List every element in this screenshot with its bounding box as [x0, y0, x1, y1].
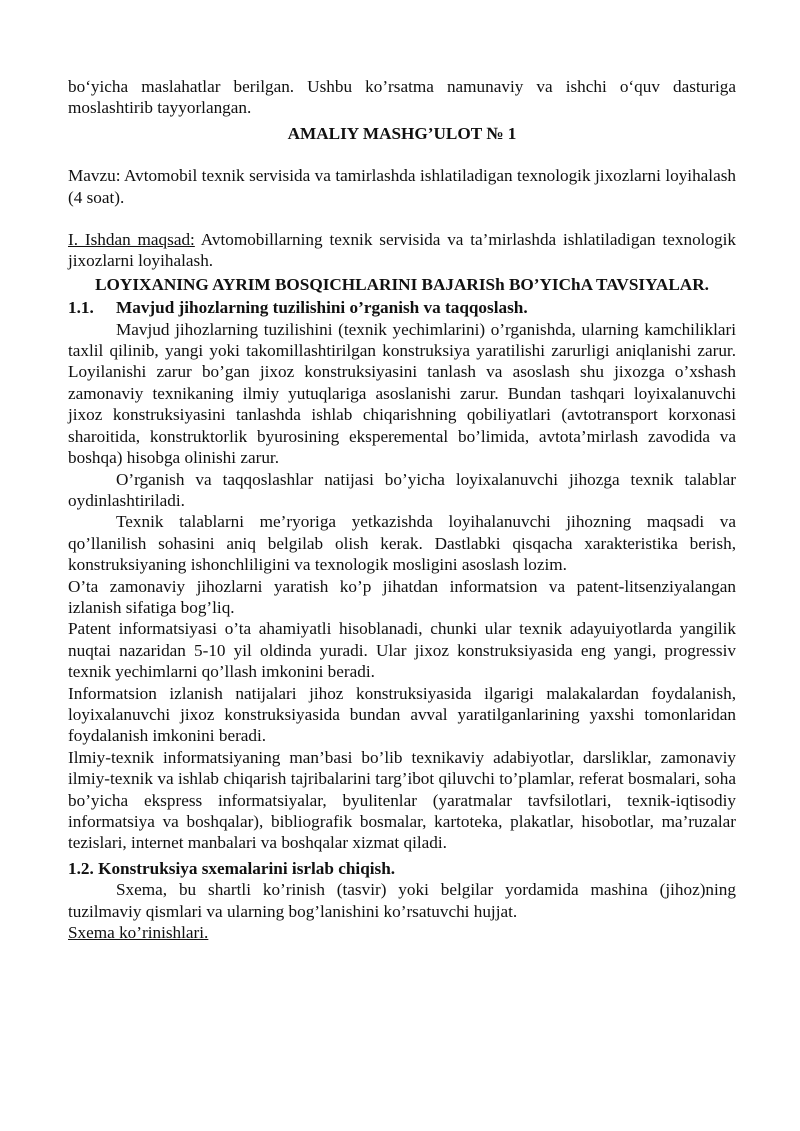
section-1-paragraph: O’ta zamonaviy jihozlarni yaratish ko’p jihatdan informatsion va patent-litsenziyalangan izlanish sifatiga bog’liq.: [68, 576, 736, 617]
stages-title-text: LOYIXANING AYRIM BOSQICHLARINI BAJARISh BO’YIChA TAVSIYALAR.: [95, 274, 709, 294]
section-1-title: Mavjud jihozlarning tuzilishini o’rganish va taqqoslash.: [116, 298, 528, 318]
intro-paragraph: bo‘yicha maslahatlar berilgan. Ushbu ko’rsatma namunaviy va ishchi o‘quv dasturiga moslashtirib tayyorlangan.: [68, 77, 736, 118]
document-page: [68, 76, 736, 943]
goal-label: I. Ishdan maqsad:: [68, 230, 195, 250]
section-1-paragraph: Mavjud jihozlarning tuzilishini (texnik yechimlarini) o’rganishda, ularning kamchiliklari taxlil qilinib, yangi yoki takomillashtirilgan konstruksiya yaratilishi zarurligi aniqlanishi zarur. Loyilanishi zarur bo’gan jixoz konstruksiyasini tanlash va asoslash shu jixozga o’xshash zamonaviy texnikaning ilmiy yutuqlariga asoslanishi zarur. Bundan tashqari loyixalanuvchi jixoz konstruksiyasini tanlashda ishlab chiqarishning qobiliyatlari (avtotransport korxonasi sharoitida, konstruktorlik byurosining eksperemental bo’limida, avtota’mirlash zavodida va boshqa) hisobga olinishi zarur.: [68, 319, 736, 468]
section-1-paragraph: Texnik talablarni me’ryoriga yetkazishda loyihalanuvchi jihozning maqsadi va qo’llanilish sohasini aniq belgilab olish kerak. Dastlabki qisqacha xarakteristika berish, konstruksiyaning ishonchliligini va texnologik mosligini asoslash lozim.: [68, 512, 736, 575]
section-1-paragraph: Informatsion izlanish natijalari jihoz konstruksiyasida ilgarigi malakalardan foydalanish, loyixalanuvchi jixoz konstruksiyasida bundan avval yaratilganlarining yaxshi tomonlaridan foydalanish imkonini beradi.: [68, 683, 736, 746]
exercise-title: AMALIY MASHG’ULOT № 1: [287, 123, 517, 143]
spacer: [68, 208, 736, 229]
goal-paragraph: [68, 229, 736, 272]
topic-paragraph: Mavzu: Avtomobil texnik servisida va tamirlashda ishlatiladigan texnologik jixozlarni loyihalash (4 soat).: [68, 166, 736, 207]
section-2-paragraph: Sxema, bu shartli ko’rinish (tasvir) yoki belgilar yordamida mashina (jihoz)ning tuzilmaviy qismlari va ularning bog’lanishini ko’rsatuvchi hujjat.: [68, 880, 736, 921]
section-2-title: 1.2. Konstruksiya sxemalarini isrlab chiqish.: [68, 858, 396, 878]
section-2-subheading: Sxema ko’rinishlari.: [68, 923, 209, 943]
section-1-heading: [68, 297, 736, 318]
goal-text: Avtomobillarning texnik servisida va ta’mirlashda ishlatiladigan texnologik jixozlarni loyihalash.: [68, 230, 736, 271]
section-1-paragraph: Ilmiy-texnik informatsiyaning man’basi bo’lib texnikaviy adabiyotlar, darsliklar, zamonaviy ilmiy-texnik va ishlab chiqarish tajribalarini targ’ibot qiluvchi to’plamlar, referat bosmalari, soha bo’yicha ekspress informatsiyalar, byulitenlar (yaratmalar tavfsilotlari, texnik-iqtisodiy informatsiya va boshqalar), bibliografik bosmalar, kartoteka, plakatlar, hisobotlar, ma’ruzalar tezislari, internet manbalari va boshqalar xizmat qiladi.: [68, 747, 736, 853]
section-1-paragraph: O’rganish va taqqoslashlar natijasi bo’yicha loyixalanuvchi jihozga texnik talablar oydinlashtiriladi.: [68, 469, 736, 510]
section-1-number: 1.1.: [68, 298, 94, 318]
section-1-paragraph: Patent informatsiyasi o’ta ahamiyatli hisoblanadi, chunki ular texnik adayuiyotlarda yangilik nuqtai nazaridan 5-10 yil oldinda yuradi. Ular jixoz konstruksiyasida eng yangi, progressiv texnik yechimlarni qo’llash imkonini beradi.: [68, 619, 736, 682]
stages-title: [68, 274, 736, 295]
